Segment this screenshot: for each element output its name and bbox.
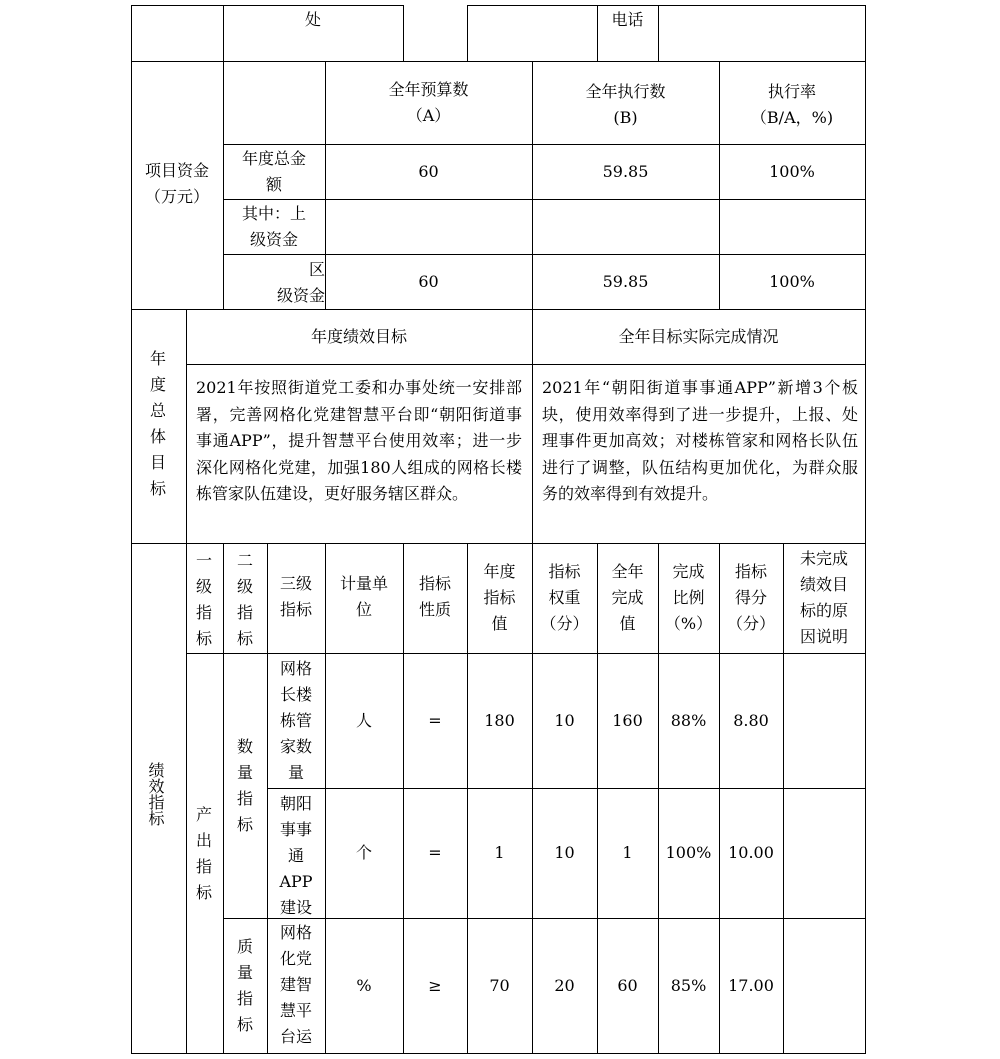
rule bbox=[223, 144, 866, 145]
rule bbox=[223, 254, 866, 255]
indicator-name: 网格 长楼 栋管 家数 量 bbox=[279, 659, 312, 782]
indicator-ratio: 88% bbox=[670, 711, 707, 730]
reason-header: 未完成 绩效目 标的原 因说明 bbox=[799, 549, 848, 646]
dept-suffix: 处 bbox=[304, 10, 321, 29]
nature-header: 指标 性质 bbox=[418, 574, 451, 619]
funds-label: 项目资金 （万元） bbox=[144, 161, 209, 206]
row-label-district: 区 级资金 bbox=[276, 260, 325, 305]
indicator-weight: 10 bbox=[554, 843, 575, 862]
rule bbox=[186, 653, 866, 654]
rule bbox=[467, 5, 866, 6]
annual-value-header: 年度 指标 值 bbox=[483, 562, 516, 633]
executed-header: 全年执行数 (B) bbox=[585, 82, 666, 127]
rule bbox=[403, 5, 404, 62]
level2-quantity: 数量指标 bbox=[236, 737, 253, 834]
ratio-header: 完成 比例 （%） bbox=[664, 562, 713, 633]
rule bbox=[532, 364, 533, 543]
indicator-annual-value: 70 bbox=[489, 976, 510, 995]
indicator-name: 网格 化党 建智 慧平 台运 bbox=[279, 923, 312, 1046]
indicator-unit: % bbox=[356, 976, 372, 995]
rule bbox=[131, 5, 403, 6]
indicator-weight: 10 bbox=[554, 711, 575, 730]
budget-value: 60 bbox=[418, 162, 439, 181]
rule bbox=[131, 309, 866, 310]
indicator-annual-value: 1 bbox=[494, 843, 505, 862]
indicator-nature: ≥ bbox=[428, 976, 442, 995]
executed-value: 59.85 bbox=[602, 162, 649, 181]
rule bbox=[223, 544, 224, 1054]
rule bbox=[467, 5, 468, 62]
unit-header: 计量单 位 bbox=[339, 574, 388, 619]
phone-label: 电话 bbox=[611, 10, 644, 29]
level2-header: 二级指标 bbox=[236, 551, 253, 648]
indicator-unit: 人 bbox=[355, 711, 372, 730]
indicator-name: 朝阳 事事 通 APP 建设 bbox=[279, 794, 313, 917]
rate-value: 100% bbox=[769, 162, 815, 181]
indicator-score: 10.00 bbox=[728, 843, 774, 862]
indicator-actual-value: 60 bbox=[617, 976, 638, 995]
rule bbox=[186, 310, 187, 1054]
level2-quality: 质量指标 bbox=[236, 937, 253, 1034]
rule bbox=[131, 61, 866, 62]
rule bbox=[865, 5, 866, 1054]
indicators-label: 绩效指标 bbox=[146, 762, 165, 826]
actual-value-header: 全年 完成 值 bbox=[611, 562, 644, 633]
rule bbox=[267, 788, 866, 789]
level1-header: 一级指标 bbox=[195, 551, 212, 648]
rule bbox=[223, 199, 866, 200]
indicator-weight: 20 bbox=[554, 976, 575, 995]
indicator-nature: = bbox=[428, 711, 442, 730]
actual-goal-text: 2021年“朝阳街道事事通APP”新增3个板块，使用效率得到了进一步提升，上报、处理事件更加高效；对楼栋管家和网格长队伍进行了调整，队伍结构更加优化，为群众服务的效率得到有效提升。 bbox=[542, 378, 858, 503]
annual-goal-text: 2021年按照街道党工委和办事处统一安排部署，完善网格化党建智慧平台即“朝阳街道事事通APP”，提升智慧平台使用效率；进一步深化网格化党建，加强180人组成的网格长楼栋管家队伍建设，更好服务辖区群众。 bbox=[196, 378, 522, 503]
indicator-score: 17.00 bbox=[728, 976, 774, 995]
indicator-actual-value: 160 bbox=[612, 711, 643, 730]
level3-header: 三级 指标 bbox=[279, 574, 312, 619]
level1-output: 产出指标 bbox=[195, 805, 212, 902]
goals-label: 年度总体目标 bbox=[149, 349, 166, 498]
row-label-total: 年度总金 额 bbox=[241, 149, 306, 194]
indicator-annual-value: 180 bbox=[484, 711, 515, 730]
rule bbox=[658, 5, 659, 62]
indicator-ratio: 100% bbox=[665, 843, 712, 862]
budget-header: 全年预算数 （A） bbox=[388, 80, 469, 125]
actual-goal-header: 全年目标实际完成情况 bbox=[618, 327, 779, 346]
score-header: 指标 得分 （分） bbox=[726, 562, 775, 633]
indicator-unit: 个 bbox=[355, 843, 372, 862]
annual-goal-header: 年度绩效目标 bbox=[310, 327, 407, 346]
weight-header: 指标 权重 （分） bbox=[540, 562, 589, 633]
indicator-score: 8.80 bbox=[733, 711, 769, 730]
rule bbox=[131, 1053, 866, 1054]
rule bbox=[186, 364, 866, 365]
rate-header: 执行率 （B/A，%) bbox=[750, 82, 834, 127]
indicator-ratio: 85% bbox=[670, 976, 707, 995]
row-label-upper: 其中：上 级资金 bbox=[241, 204, 306, 249]
rule bbox=[131, 543, 866, 544]
budget-value: 60 bbox=[418, 272, 439, 291]
indicator-nature: = bbox=[428, 843, 442, 862]
rate-value: 100% bbox=[769, 272, 815, 291]
executed-value: 59.85 bbox=[602, 272, 649, 291]
indicator-actual-value: 1 bbox=[622, 843, 633, 862]
